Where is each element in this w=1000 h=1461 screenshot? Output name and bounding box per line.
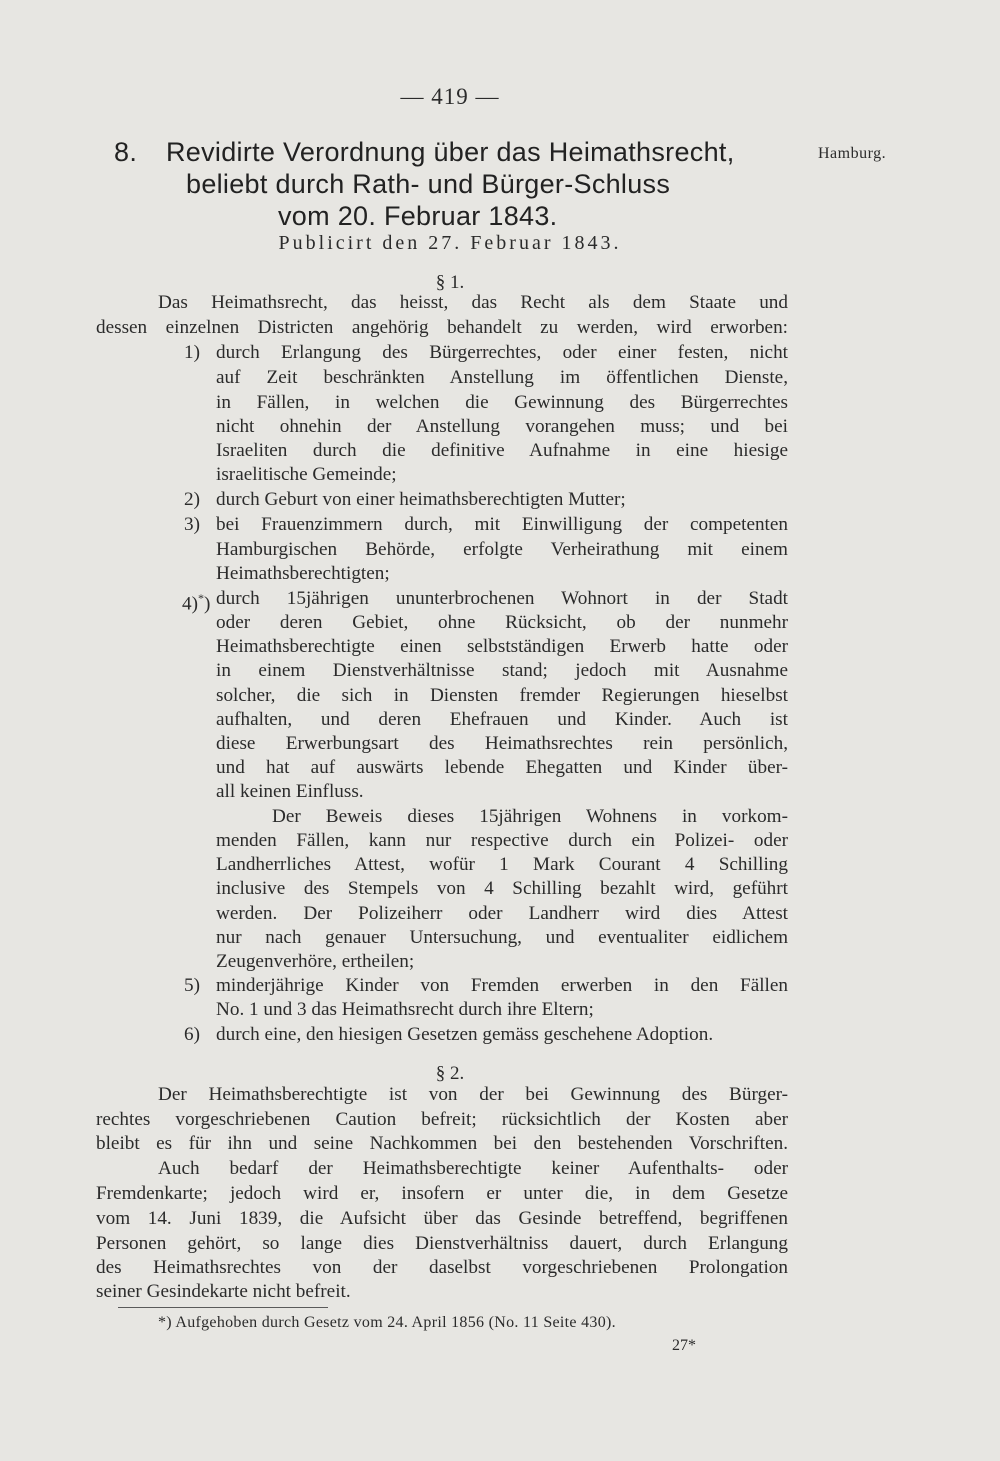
paragraph-line: seiner Gesindekarte nicht befreit. — [96, 1281, 351, 1302]
list-item-line: minderjährige Kinder von Fremden erwerben in den Fällen — [216, 975, 788, 996]
section-heading: § 2. — [435, 1063, 465, 1084]
footnote-divider — [118, 1307, 328, 1308]
list-item-line: durch Geburt von einer heimathsberechtigten Mutter; — [216, 489, 626, 510]
list-item-line: durch Erlangung des Bürgerrechtes, oder einer festen, nicht — [216, 342, 788, 363]
footnote: *) Aufgehoben durch Gesetz vom 24. April 1856 (No. 11 Seite 430). — [158, 1314, 616, 1331]
list-item-line: menden Fällen, kann nur respective durch ein Polizei- oder — [216, 830, 788, 851]
list-item-line: bei Frauenzimmern durch, mit Einwilligung der competenten — [216, 514, 788, 535]
list-marker: 2) — [184, 489, 200, 510]
list-item-line: all keinen Einfluss. — [216, 781, 364, 802]
list-item-line: in einem Dienstverhältnisse stand; jedoch mit Ausnahme — [216, 660, 788, 681]
list-item-line: diese Erwerbungsart des Heimathsrechtes rein persönlich, — [216, 733, 788, 754]
list-item-line: auf Zeit beschränkten Anstellung im öffentlichen Dienste, — [216, 367, 788, 388]
paragraph-line: dessen einzelnen Districten angehörig behandelt zu werden, wird erworben: — [96, 317, 788, 338]
list-item-line: nicht ohnehin der Anstellung vorangehen muss; und bei — [216, 416, 788, 437]
title-line: Revidirte Verordnung über das Heimathsrecht, — [166, 137, 735, 167]
paragraph-line: Das Heimathsrecht, das heisst, das Recht als dem Staate und — [158, 292, 788, 313]
list-marker — [182, 586, 210, 616]
paragraph-line: bleibt es für ihn und seine Nachkommen bei den bestehenden Vorschriften. — [96, 1133, 788, 1154]
footnote-reference: * — [197, 591, 204, 605]
list-marker: 6) — [184, 1024, 200, 1045]
sheet-signature: 27* — [672, 1337, 696, 1354]
section-heading: § 1. — [435, 272, 465, 293]
list-item-line: aufhalten, und deren Ehefrauen und Kinder. Auch ist — [216, 709, 788, 730]
paragraph-line: Personen gehört, so lange dies Dienstverhältniss dauert, durch Erlangung — [96, 1233, 788, 1254]
list-marker: 5) — [184, 975, 200, 996]
list-marker-paren: ) — [203, 593, 211, 615]
list-item-line: Heimathsberechtigte einen selbstständigen Erwerb hatte oder — [216, 636, 788, 657]
title-line: vom 20. Februar 1843. — [278, 201, 558, 231]
list-item-line: und hat auf auswärts lebende Ehegatten und Kinder über- — [216, 757, 788, 778]
title-line: beliebt durch Rath- und Bürger-Schluss — [186, 169, 671, 199]
list-marker-number: 4) — [182, 593, 198, 615]
list-item-line: Israeliten durch die definitive Aufnahme in eine hiesige — [216, 440, 788, 461]
list-item-line: No. 1 und 3 das Heimathsrecht durch ihre Eltern; — [216, 999, 594, 1020]
list-item-line: Heimathsberechtigten; — [216, 563, 390, 584]
list-item-line: solcher, die sich in Diensten fremder Regierungen hieselbst — [216, 685, 788, 706]
paragraph-line: rechtes vorgeschriebenen Caution befreit; rücksichtlich der Kosten aber — [96, 1109, 788, 1130]
list-item-line: Der Beweis dieses 15jährigen Wohnens in vorkom- — [272, 806, 788, 827]
list-item-line: Landherrliches Attest, wofür 1 Mark Courant 4 Schilling — [216, 854, 788, 875]
paragraph-line: Der Heimathsberechtigte ist von der bei Gewinnung des Bürger- — [158, 1084, 788, 1105]
list-marker: 3) — [184, 514, 200, 535]
list-item-line: israelitische Gemeinde; — [216, 464, 397, 485]
list-marker: 1) — [184, 342, 200, 363]
list-item-line: Hamburgischen Behörde, erfolgte Verheirathung mit einem — [216, 539, 788, 560]
paragraph-line: des Heimathsrechtes von der daselbst vorgeschriebenen Prolongation — [96, 1257, 788, 1278]
paragraph-line: vom 14. Juni 1839, die Aufsicht über das Gesinde betreffend, begriffenen — [96, 1208, 788, 1229]
list-item-line: durch eine, den hiesigen Gesetzen gemäss geschehene Adoption. — [216, 1024, 714, 1045]
list-item-line: werden. Der Polizeiherr oder Landherr wird dies Attest — [216, 903, 788, 924]
list-item-line: Zeugenverhöre, ertheilen; — [216, 951, 415, 972]
list-item-line: oder deren Gebiet, ohne Rücksicht, ob der nunmehr — [216, 612, 788, 633]
margin-note: Hamburg. — [818, 145, 887, 162]
page-number: — 419 — — [400, 84, 500, 109]
list-item-line: durch 15jährigen ununterbrochenen Wohnort in der Stadt — [216, 588, 788, 609]
paragraph-line: Fremdenkarte; jedoch wird er, insofern er unter die, in dem Gesetze — [96, 1183, 788, 1204]
title-number: 8. — [114, 137, 138, 167]
paragraph-line: Auch bedarf der Heimathsberechtigte keiner Aufenthalts- oder — [158, 1158, 788, 1179]
publication-date: Publicirt den 27. Februar 1843. — [278, 232, 622, 254]
list-item-line: in Fällen, in welchen die Gewinnung des Bürgerrechtes — [216, 392, 788, 413]
list-item-line: nur nach genauer Untersuchung, und eventualiter eidlichem — [216, 927, 788, 948]
list-item-line: inclusive des Stempels von 4 Schilling bezahlt wird, geführt — [216, 878, 788, 899]
